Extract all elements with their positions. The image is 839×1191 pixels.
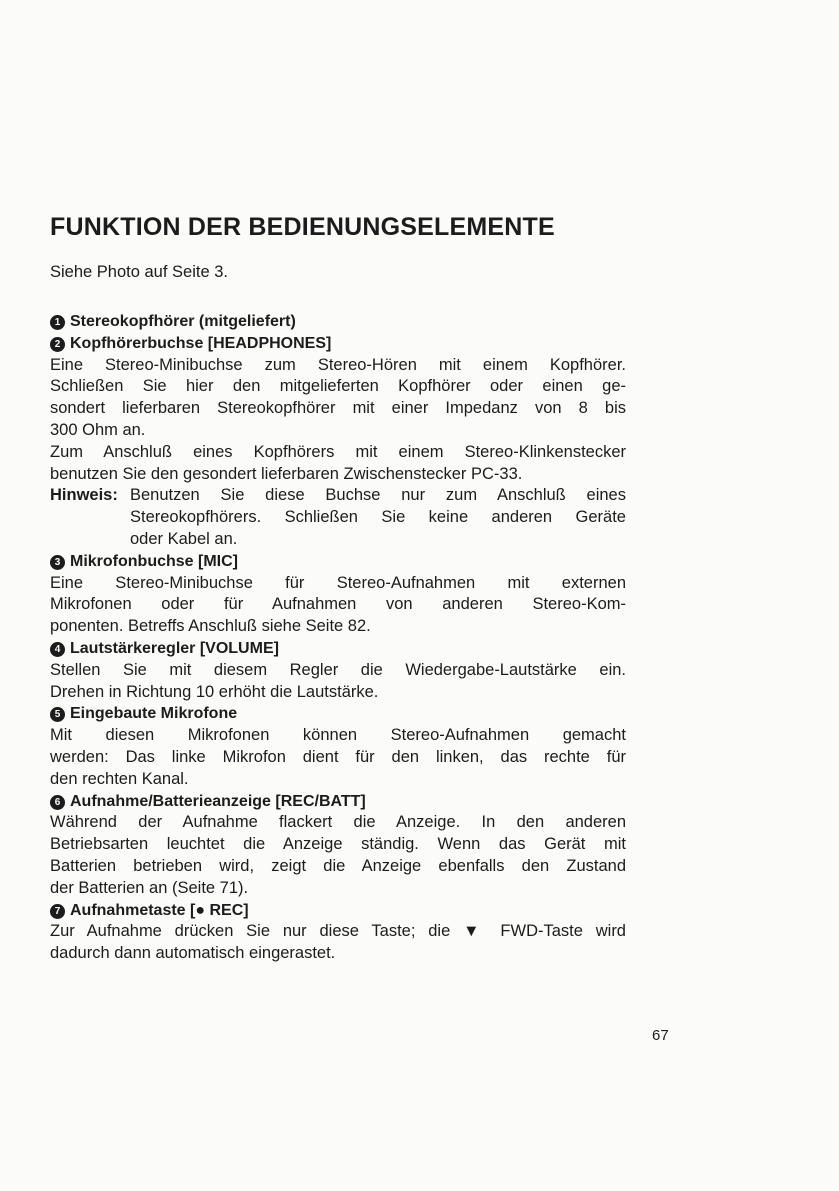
text-line: Mikrofonen oder für Aufnahmen von anderen Stereo-Kom- bbox=[50, 595, 626, 614]
number-badge: 3 bbox=[50, 555, 65, 570]
control-item bbox=[50, 311, 626, 333]
text-line: oder Kabel an. bbox=[130, 529, 238, 548]
text-line: ponenten. Betreffs Anschluß siehe Seite 82. bbox=[50, 617, 371, 636]
item-description bbox=[50, 573, 626, 638]
text-line: 300 Ohm an. bbox=[50, 420, 146, 439]
item-title: Lautstärkeregler [VOLUME] bbox=[70, 639, 279, 657]
item-title: Stereokopfhörer (mitgeliefert) bbox=[70, 313, 296, 330]
text-line: Eine Stereo-Minibuchse zum Stereo-Hören mit einem Kopfhörer. bbox=[50, 355, 626, 374]
number-badge: 2 bbox=[50, 337, 65, 352]
text-line: Betriebsarten leuchtet die Anzeige ständig. Wenn das Gerät mit bbox=[50, 835, 626, 854]
number-badge: 5 bbox=[50, 707, 65, 722]
item-description bbox=[50, 921, 626, 965]
control-item bbox=[50, 333, 626, 551]
text-line: Stellen Sie mit diesem Regler die Wiedergabe-Lautstärke ein. bbox=[50, 660, 626, 679]
control-item bbox=[50, 551, 626, 638]
text-line: den rechten Kanal. bbox=[50, 769, 189, 788]
text-line: Schließen Sie hier den mitgelieferten Kopfhörer oder einen ge- bbox=[50, 377, 626, 396]
text-line: der Batterien an (Seite 71). bbox=[50, 878, 249, 897]
number-badge: 4 bbox=[50, 642, 65, 657]
item-description bbox=[50, 812, 626, 899]
number-badge: 7 bbox=[50, 904, 65, 919]
text-line: Benutzen Sie diese Buchse nur zum Anschluß eines bbox=[130, 486, 626, 505]
text-line: Zur Aufnahme drücken Sie nur diese Taste; die ▼ FWD-Taste wird bbox=[50, 922, 626, 941]
text-line: werden: Das linke Mikrofon dient für den linken, das rechte für bbox=[50, 747, 626, 766]
note-label: Hinweis: bbox=[50, 486, 118, 505]
text-line: Zum Anschluß eines Kopfhörers mit einem Stereo-Klinkenstecker bbox=[50, 442, 626, 461]
page-title: FUNKTION DER BEDIENUNGSELEMENTE bbox=[50, 213, 555, 241]
text-line: Batterien betrieben wird, zeigt die Anzeige ebenfalls den Zustand bbox=[50, 856, 626, 875]
text-line: Mit diesen Mikrofonen können Stereo-Aufnahmen gemacht bbox=[50, 726, 626, 745]
text-line: sondert lieferbaren Stereokopfhörer mit einer Impedanz von 8 bis bbox=[50, 399, 626, 418]
item-title: Eingebaute Mikrofone bbox=[70, 705, 238, 723]
number-badge: 6 bbox=[50, 795, 65, 810]
text-line: Drehen in Richtung 10 erhöht die Lautstärke. bbox=[50, 682, 379, 701]
intro-text: Siehe Photo auf Seite 3. bbox=[50, 263, 228, 281]
text-line: dadurch dann automatisch eingerastet. bbox=[50, 944, 336, 963]
control-item bbox=[50, 900, 626, 965]
note-text bbox=[130, 485, 626, 550]
item-description bbox=[50, 660, 626, 704]
text-line: Eine Stereo-Minibuchse für Stereo-Aufnahmen mit externen bbox=[50, 573, 626, 592]
item-title: Aufnahme/Batterieanzeige [REC/BATT] bbox=[70, 792, 366, 810]
note bbox=[50, 485, 626, 550]
control-item bbox=[50, 791, 626, 900]
controls-list bbox=[50, 311, 626, 965]
control-item bbox=[50, 638, 626, 703]
item-title: Kopfhörerbuchse [HEADPHONES] bbox=[70, 334, 332, 352]
text-line: Stereokopfhörers. Schließen Sie keine anderen Geräte bbox=[130, 508, 626, 527]
text-line: Während der Aufnahme flackert die Anzeige. In den anderen bbox=[50, 813, 626, 832]
item-description bbox=[50, 725, 626, 790]
item-description bbox=[50, 355, 626, 486]
page-number: 67 bbox=[652, 1027, 669, 1044]
item-title: Aufnahmetaste [● REC] bbox=[70, 901, 249, 919]
number-badge: 1 bbox=[50, 315, 65, 330]
control-item bbox=[50, 703, 626, 790]
item-title: Mikrofonbuchse [MIC] bbox=[70, 552, 238, 570]
text-line: benutzen Sie den gesondert lieferbaren Zwischenstecker PC-33. bbox=[50, 464, 523, 483]
